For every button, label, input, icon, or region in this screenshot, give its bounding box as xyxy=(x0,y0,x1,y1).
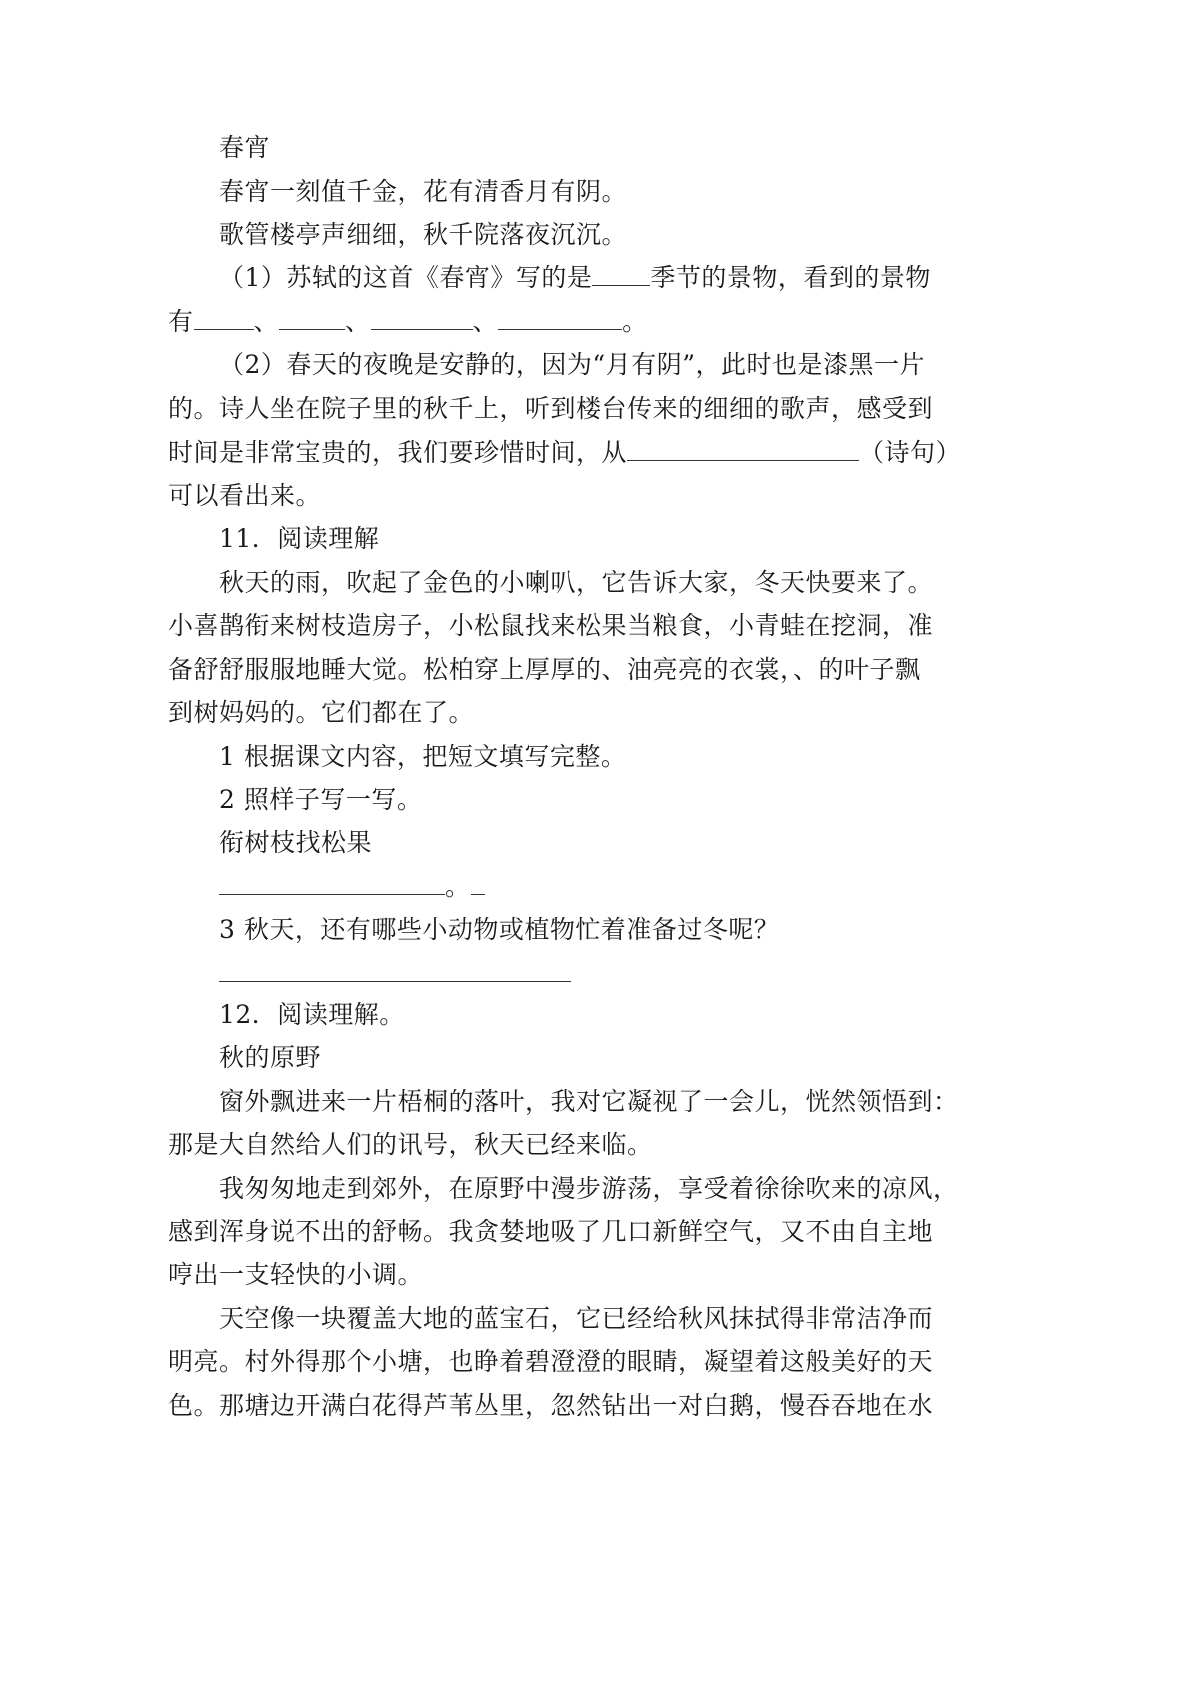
section-11-para-1: 秋天的雨，吹起了金色的小喇叭，它告诉大家，冬天快要来了。 xyxy=(219,568,934,597)
section-12-title: 秋的原野 xyxy=(219,1043,322,1072)
question-2-line-2: 的。诗人坐在院子里的秋千上，听到楼台传来的细细的歌声，感受到 xyxy=(168,394,934,423)
section-12-para-2-line-2: 感到浑身说不出的舒畅。我贪婪地吸了几口新鲜空气，又不由自主地 xyxy=(168,1217,934,1246)
question-1-prefix: （1）苏轼的这首《春宵》写的是 xyxy=(219,263,593,292)
section-12-para-2-line-3: 哼出一支轻快的小调。 xyxy=(168,1260,424,1289)
poem-line-1: 春宵一刻值千金，花有清香月有阴。 xyxy=(219,177,628,206)
section-11-task-3: 3 秋天，还有哪些小动物或植物忙着准备过冬呢？ xyxy=(219,915,780,944)
poem-line-2: 歌管楼亭声细细，秋千院落夜沉沉。 xyxy=(219,220,628,249)
question-1-start: 有 xyxy=(168,307,194,336)
answer-blank-scene-4[interactable] xyxy=(498,307,622,330)
blank-tail xyxy=(471,872,485,895)
section-11-task-2: 2 照样子写一写。 xyxy=(219,785,423,814)
poem-title: 春宵 xyxy=(219,133,271,162)
section-11-task-1: 1 根据课文内容，把短文填写完整。 xyxy=(219,742,627,771)
section-12-para-1-line-2: 那是大自然给人们的讯号，秋天已经来临。 xyxy=(168,1130,653,1159)
section-11-heading: 11．阅读理解 xyxy=(219,524,380,553)
section-12-para-2-line-1: 我匆匆地走到郊外，在原野中漫步游荡，享受着徐徐吹来的凉风， xyxy=(219,1174,959,1203)
section-12-para-3-line-3: 色。那塘边开满白花得芦苇丛里，忽然钻出一对白鹅，慢吞吞地在水 xyxy=(168,1391,934,1420)
section-12-para-3-line-1: 天空像一块覆盖大地的蓝宝石，它已经给秋风抹拭得非常洁净而 xyxy=(219,1304,934,1333)
question-2-line-4: 可以看出来。 xyxy=(168,481,322,510)
section-11-para-3: 备舒舒服服地睡大觉。松柏穿上厚厚的、油亮亮的衣裳，、的叶子飘 xyxy=(168,655,921,684)
section-11-answer-line-1 xyxy=(219,870,485,904)
answer-blank-scene-2[interactable] xyxy=(279,307,345,330)
separator: 、 xyxy=(253,307,280,336)
period: 。 xyxy=(622,307,648,336)
question-1-line-1 xyxy=(219,261,931,295)
period: 。 xyxy=(445,872,471,901)
section-12-heading: 12．阅读理解。 xyxy=(219,1000,405,1029)
answer-blank-animals[interactable] xyxy=(219,959,571,982)
question-2-suffix: （诗句） xyxy=(859,438,962,467)
question-1-mid: 季节的景物，看到的景物 xyxy=(650,263,931,292)
section-11-para-4: 到树妈妈的。它们都在了。 xyxy=(168,698,475,727)
answer-blank-scene-3[interactable] xyxy=(371,307,473,330)
question-2-text: 时间是非常宝贵的，我们要珍惜时间，从 xyxy=(168,438,628,467)
answer-blank-season[interactable] xyxy=(592,263,650,286)
question-2-line-3 xyxy=(168,436,961,470)
separator: 、 xyxy=(472,307,499,336)
section-12-para-1-line-1: 窗外飘进来一片梧桐的落叶，我对它凝视了一会儿，恍然领悟到： xyxy=(219,1087,959,1116)
section-11-example: 衔树枝找松果 xyxy=(219,828,373,857)
section-11-answer-line-2 xyxy=(219,957,571,991)
section-11-para-2: 小喜鹊衔来树枝造房子，小松鼠找来松果当粮食，小青蛙在挖洞，准 xyxy=(168,611,934,640)
section-12-para-3-line-2: 明亮。村外得那个小塘，也睁着碧澄澄的眼睛，凝望着这般美好的天 xyxy=(168,1347,934,1376)
answer-blank-scene-1[interactable] xyxy=(194,307,254,330)
answer-blank-poem-line[interactable] xyxy=(627,438,859,461)
question-2-line-1: （2）春天的夜晚是安静的，因为“月有阴”，此时也是漆黑一片 xyxy=(219,350,925,379)
separator: 、 xyxy=(345,307,371,336)
answer-blank-phrase[interactable] xyxy=(219,872,445,895)
question-1-line-2 xyxy=(168,305,648,339)
